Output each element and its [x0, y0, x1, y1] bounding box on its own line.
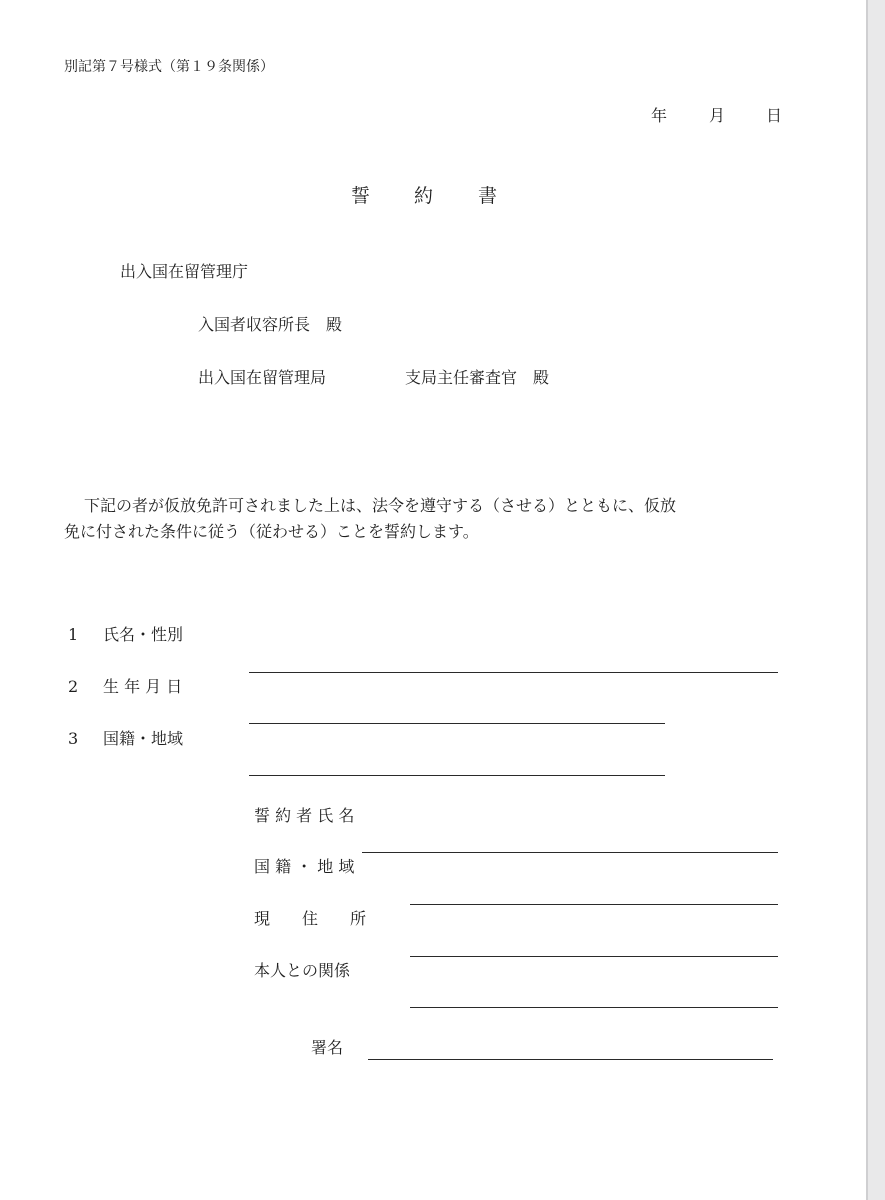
pledger-relationship-label: 本人との関係 — [254, 961, 351, 980]
title-char-2: 約 — [414, 185, 434, 207]
pledger-address-underline — [410, 956, 778, 957]
form-reference: 別記第７号様式（第１９条関係） — [64, 59, 274, 75]
body-text-line-1: 下記の者が仮放免許可されました上は、法令を遵守する（させる）とともに、仮放 — [84, 496, 677, 515]
item-1-underline — [249, 672, 778, 673]
pledger-name-underline — [362, 852, 778, 853]
date-day-label: 日 — [766, 106, 783, 125]
body-text-line-2: 免に付された条件に従う（従わせる）ことを誓約します。 — [64, 522, 479, 541]
item-2-underline — [249, 723, 665, 724]
pledger-nationality-underline — [410, 904, 778, 905]
title-char-1: 誓 — [351, 185, 371, 207]
page-edge — [866, 0, 868, 1200]
signature-underline — [368, 1059, 773, 1060]
addressee-examiner: 支局主任審査官 殿 — [405, 368, 550, 387]
item-3-number: 3 — [68, 729, 79, 748]
pledger-name-label: 誓 約 者 氏 名 — [254, 806, 355, 825]
pledger-nationality-label: 国 籍 ・ 地 域 — [254, 857, 355, 876]
item-2-number: 2 — [68, 677, 79, 696]
signature-label: 署名 — [311, 1038, 344, 1057]
addressee-director: 入国者収容所長 殿 — [198, 315, 343, 334]
date-month-label: 月 — [709, 106, 726, 125]
pledger-relationship-underline — [410, 1007, 778, 1008]
addressee-bureau: 出入国在留管理局 — [198, 368, 327, 387]
item-1-label: 氏名・性別 — [103, 625, 184, 644]
title-char-3: 書 — [478, 185, 498, 207]
item-3-label: 国籍・地域 — [103, 729, 184, 748]
item-3-underline — [249, 775, 665, 776]
item-2-label: 生 年 月 日 — [103, 677, 183, 696]
item-1-number: 1 — [68, 625, 79, 644]
pledger-address-label: 現 住 所 — [254, 909, 367, 928]
addressee-agency: 出入国在留管理庁 — [120, 262, 249, 281]
date-year-label: 年 — [651, 106, 668, 125]
